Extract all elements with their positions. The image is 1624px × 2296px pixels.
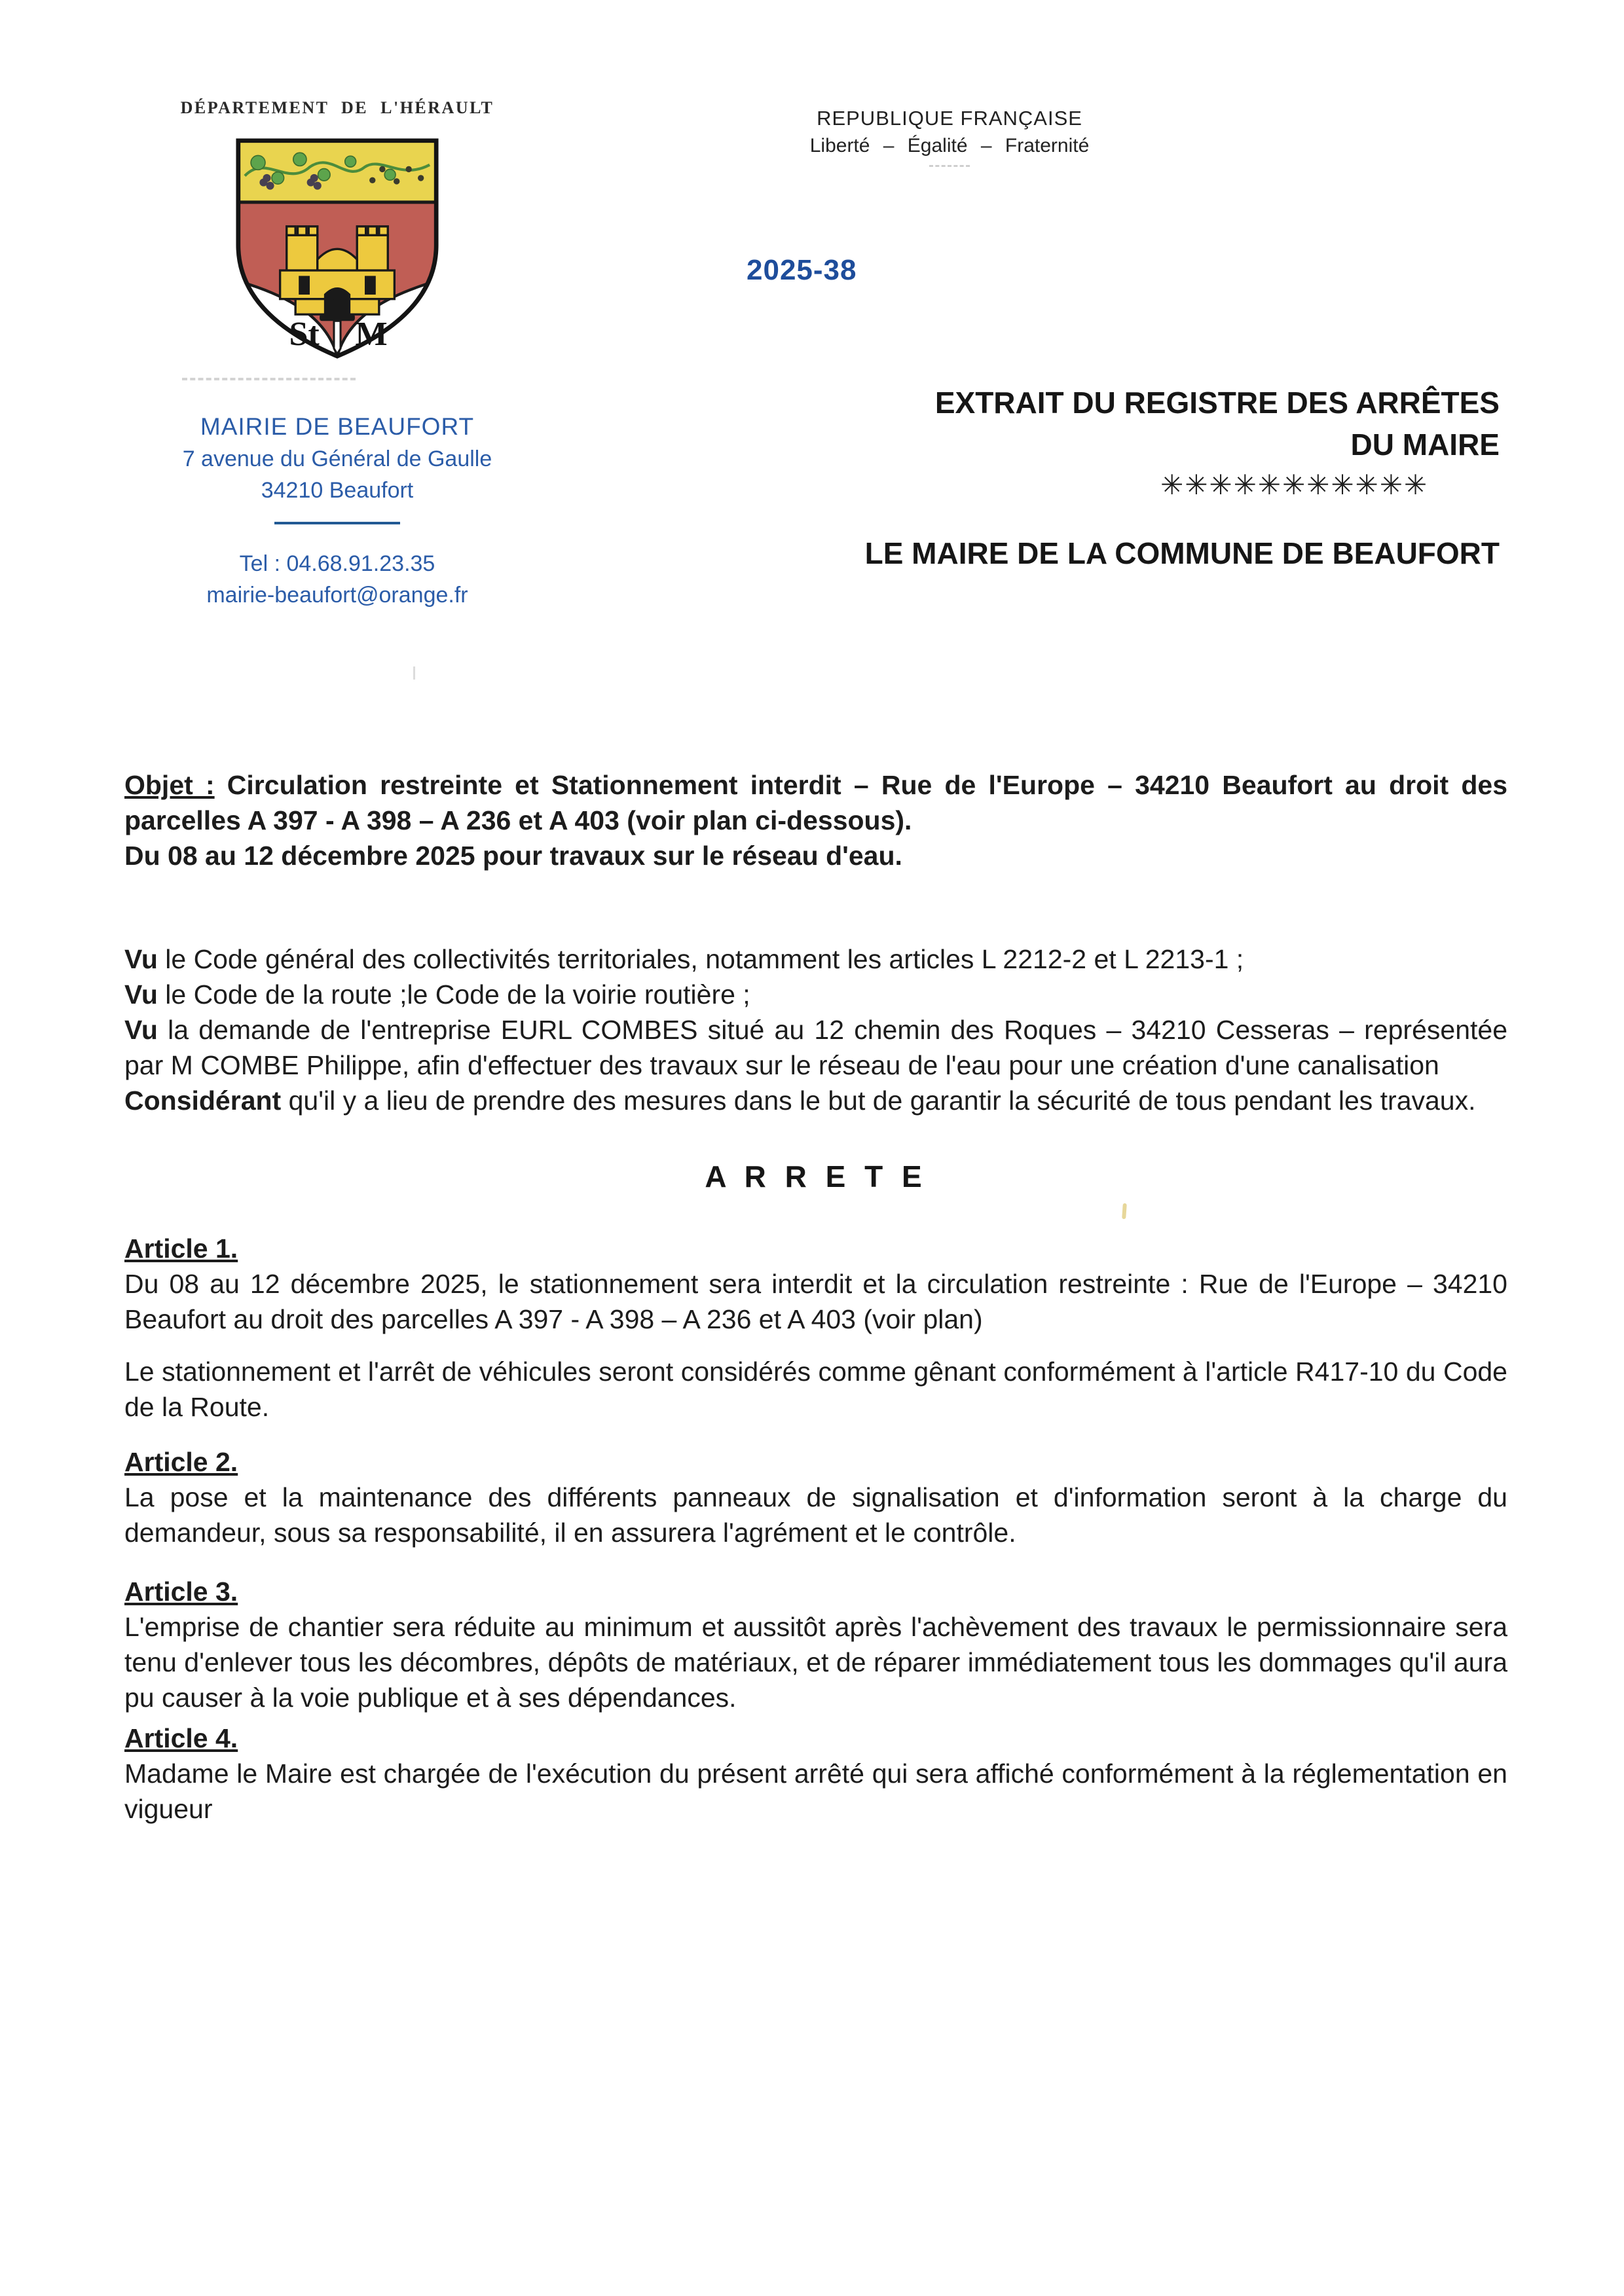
- subject-text: Circulation restreinte et Stationnement interdit – Rue de l'Europe – 34210 Beaufort au droit des parcelles A 397 - A 398 – A 236 et A 403 (voir plan ci-dessous).: [124, 770, 1507, 835]
- crest-band: [238, 141, 436, 202]
- republic-title: REPUBLIQUE FRANÇAISE: [817, 107, 1082, 130]
- coat-of-arms-icon: [227, 130, 447, 380]
- scan-artifact-small-dash: [929, 165, 970, 167]
- article-1: [124, 1231, 1507, 1425]
- article-3-heading: Article 3.: [124, 1576, 238, 1607]
- townhall-name: MAIRIE DE BEAUFORT: [200, 413, 475, 440]
- republic-motto: Liberté – Égalité – Fraternité: [809, 135, 1090, 156]
- article-1-paragraph-2: Le stationnement et l'arrêt de véhicules seront considérés comme gênant conformément à l'article R417-10 du Code de la Route.: [124, 1357, 1507, 1422]
- scan-artifact-dashes: [182, 378, 356, 380]
- article-3: [124, 1574, 1507, 1715]
- document-body: [124, 767, 1507, 1827]
- townhall-phone: Tel : 04.68.91.23.35: [239, 551, 435, 576]
- arrete-title: A R R E T E: [705, 1159, 927, 1194]
- townhall-contact: [124, 548, 550, 611]
- divider-line: [274, 522, 400, 524]
- republic-block: [792, 107, 1107, 167]
- article-2-paragraph: La pose et la maintenance des différents panneaux de signalisation et d'information seront à la charge du demandeur, sous sa responsabilité, il en assurera l'agrément et le contrôle.: [124, 1482, 1507, 1548]
- recital-considerant: Considérant qu'il y a lieu de prendre des mesures dans le but de garantir la sécurité de tous pendant les travaux.: [124, 1085, 1476, 1116]
- article-2: [124, 1444, 1507, 1550]
- crest-letter-st: St: [289, 316, 320, 354]
- townhall-city: 34210 Beaufort: [261, 478, 414, 503]
- registry-title-line2: DU MAIRE: [1350, 428, 1500, 462]
- subject-paragraph: [124, 767, 1507, 873]
- registry-title-line1: EXTRAIT DU REGISTRE DES ARRÊTES: [934, 386, 1500, 420]
- article-4-heading: Article 4.: [124, 1723, 238, 1753]
- townhall-street: 7 avenue du Général de Gaulle: [182, 446, 492, 471]
- recital-vu-1: Vu le Code général des collectivités territoriales, notamment les articles L 2212-2 et L 2213-1 ;: [124, 944, 1244, 974]
- townhall-email: mairie-beaufort@orange.fr: [206, 583, 468, 608]
- recital-vu-3: Vu la demande de l'entreprise EURL COMBES situé au 12 chemin des Roques – 34210 Cesseras – représentée par M COMBE Philippe, afin d'effectuer des travaux sur le réseau de l'eau pour une création d'une canalisation: [124, 1015, 1507, 1080]
- crest-letter-m: M: [355, 316, 388, 354]
- decree-number: 2025-38: [747, 254, 857, 286]
- stars-separator: ✳✳✳✳✳✳✳✳✳✳✳: [1160, 469, 1429, 501]
- article-3-paragraph: L'emprise de chantier sera réduite au minimum et aussitôt après l'achèvement des travaux le permissionnaire sera tenu d'enlever tous les décombres, dépôts de matériaux, et de réparer immédiatement tous les dommages qu'il aura pu causer à la voie publique et à ses dépendances.: [124, 1612, 1507, 1713]
- subject-dates: Du 08 au 12 décembre 2025 pour travaux sur le réseau d'eau.: [124, 841, 902, 871]
- department-title: DÉPARTEMENT DE L'HÉRAULT: [180, 98, 494, 117]
- registry-title: [779, 382, 1500, 465]
- recital-vu-2: Vu le Code de la route ;le Code de la voirie routière ;: [124, 979, 750, 1010]
- subject-label: Objet :: [124, 770, 215, 800]
- article-2-heading: Article 2.: [124, 1447, 238, 1477]
- scan-artifact-tick: [413, 666, 415, 680]
- article-4-paragraph: Madame le Maire est chargée de l'exécution du présent arrêté qui sera affiché conformément à la réglementation en vigueur: [124, 1758, 1507, 1824]
- article-4: [124, 1721, 1507, 1827]
- recitals: [124, 941, 1507, 1118]
- article-1-paragraph-1: Du 08 au 12 décembre 2025, le stationnement sera interdit et la circulation restreinte : Rue de l'Europe – 34210 Beaufort au droit des parcelles A 397 - A 398 – A 236 et A 403 (voir plan): [124, 1269, 1507, 1334]
- article-1-heading: Article 1.: [124, 1233, 238, 1264]
- letterhead: [124, 98, 550, 611]
- townhall-address: [124, 443, 550, 506]
- mayor-heading: LE MAIRE DE LA COMMUNE DE BEAUFORT: [864, 536, 1500, 570]
